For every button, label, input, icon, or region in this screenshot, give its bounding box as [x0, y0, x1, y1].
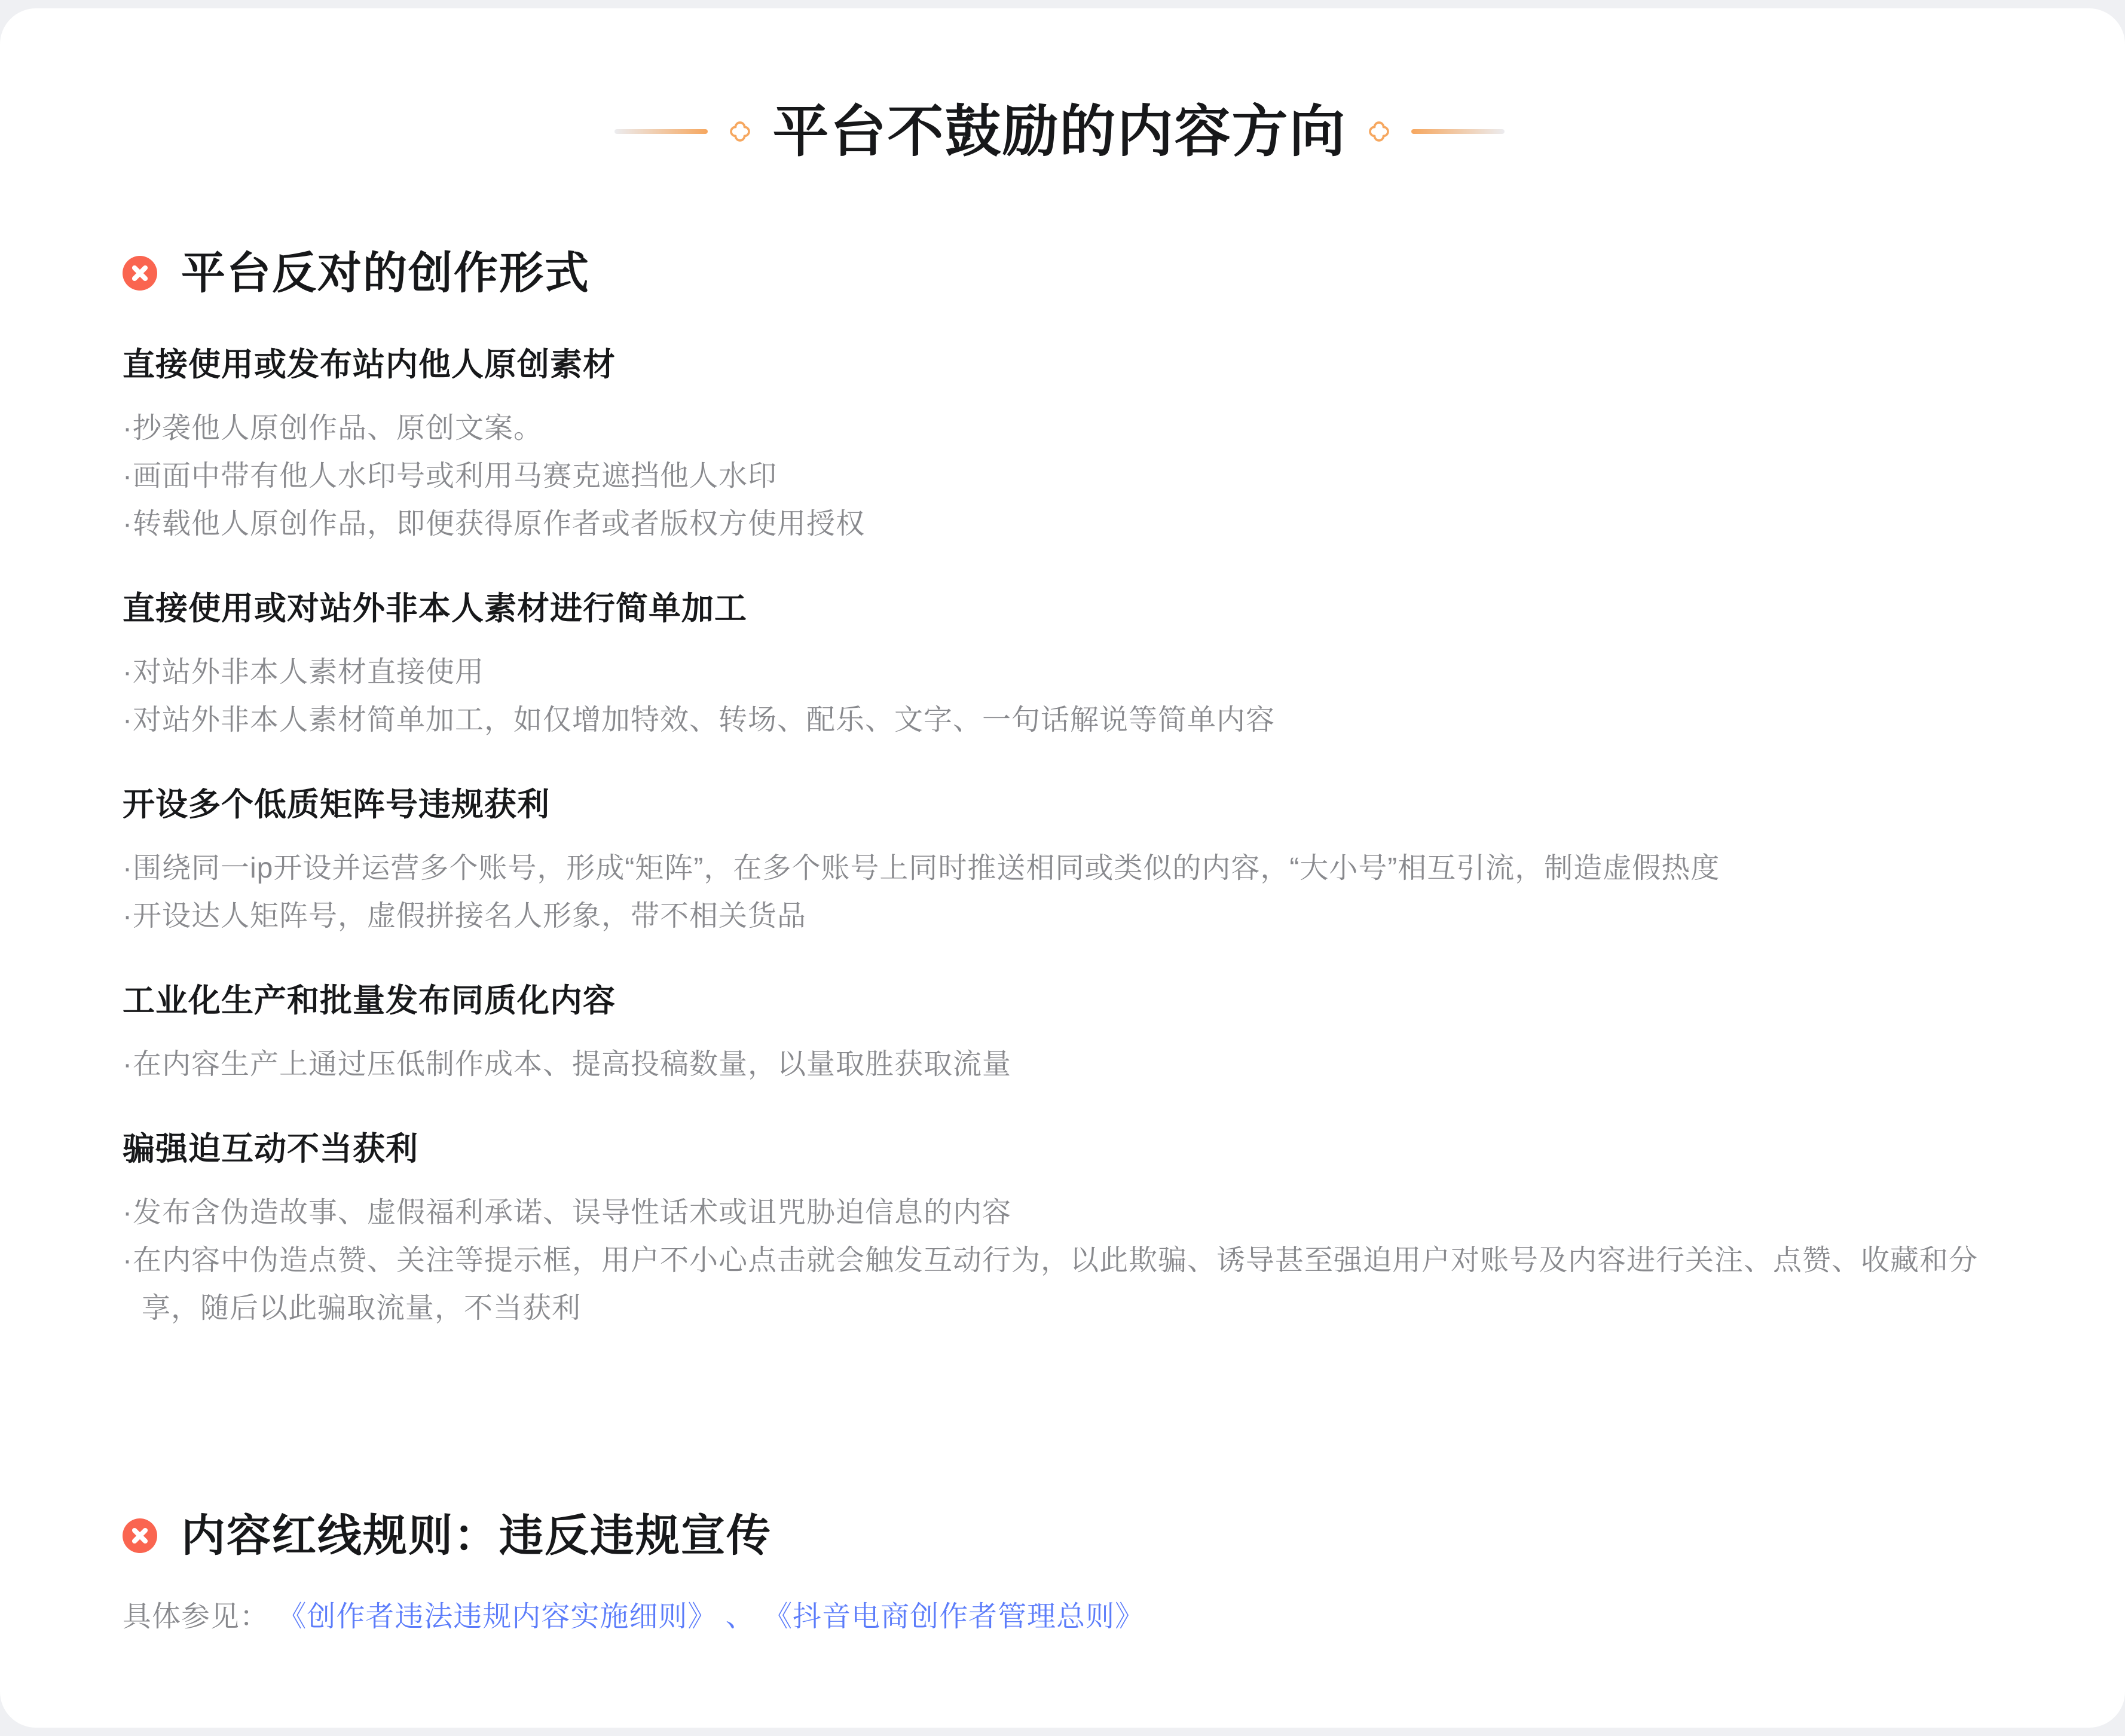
x-circle-icon — [123, 1518, 157, 1553]
rule-item: ·抄袭他人原创作品、原创文案。 — [123, 412, 543, 444]
title-decor-line-left — [614, 129, 708, 134]
page-content — [0, 98, 2125, 1635]
quatrefoil-diamond-icon — [1367, 120, 1391, 143]
page-title: 平台不鼓励的内容方向 — [772, 100, 1347, 163]
title-decor-line-right — [1411, 129, 1505, 134]
rule-group — [123, 345, 1996, 548]
page-header — [123, 98, 1996, 166]
page-card — [0, 8, 2125, 1728]
section-title: 平台反对的创作形式 — [181, 247, 590, 298]
rule-group-subtitle: 工业化生产和批量发布同质化内容 — [123, 982, 616, 1019]
rule-group-subtitle: 骗强迫互动不当获利 — [123, 1130, 418, 1167]
link-douyin-ecommerce-creator-rules[interactable]: 《抖音电商创作者管理总则》 — [763, 1600, 1145, 1633]
rule-item: ·在内容生产上通过压低制作成本、提高投稿数量，以量取胜获取流量 — [123, 1048, 1011, 1080]
rule-group-subtitle: 开设多个低质矩阵号违规获利 — [123, 786, 550, 823]
rule-group — [123, 981, 1996, 1089]
rule-item: ·开设达人矩阵号，虚假拼接名人形象，带不相关货品 — [123, 900, 806, 932]
x-circle-icon — [123, 256, 157, 291]
rule-item: ·转载他人原创作品，即便获得原作者或者版权方使用授权 — [123, 508, 865, 540]
reference-prefix: 具体参见： — [123, 1600, 270, 1633]
quatrefoil-diamond-icon — [728, 120, 752, 143]
rule-group-subtitle: 直接使用或发布站内他人原创素材 — [123, 346, 616, 383]
rule-item: ·画面中带有他人水印号或利用马赛克遮挡他人水印 — [123, 460, 777, 492]
section-title: 内容红线规则：违反违规宣传 — [181, 1510, 772, 1560]
rule-item: ·在内容中伪造点赞、关注等提示框，用户不小心点击就会触发互动行为，以此欺骗、诱导甚至强迫用户对账号及内容进行关注、点赞、收藏和分享，随后以此骗取流量，不当获利 — [123, 1244, 1978, 1324]
section-head-creation-forms — [123, 243, 1996, 303]
reference-line — [123, 1599, 1996, 1635]
section-head-red-line-rules — [123, 1506, 1996, 1566]
rule-item: ·围绕同一ip开设并运营多个账号，形成“矩阵”，在多个账号上同时推送相同或类似的内容，“大小号”相互引流，制造虚假热度 — [123, 852, 1720, 884]
rule-group — [123, 589, 1996, 744]
reference-separator: 、 — [725, 1600, 755, 1633]
rule-group — [123, 1129, 1996, 1332]
rule-item: ·对站外非本人素材简单加工，如仅增加特效、转场、配乐、文字、一句话解说等简单内容 — [123, 704, 1275, 736]
rule-group — [123, 785, 1996, 940]
rule-item: ·发布含伪造故事、虚假福利承诺、误导性话术或诅咒胁迫信息的内容 — [123, 1196, 1011, 1228]
rule-item: ·对站外非本人素材直接使用 — [123, 656, 484, 688]
rule-group-subtitle: 直接使用或对站外非本人素材进行简单加工 — [123, 590, 747, 626]
link-creator-violation-rules[interactable]: 《创作者违法违规内容实施细则》 — [277, 1600, 717, 1633]
